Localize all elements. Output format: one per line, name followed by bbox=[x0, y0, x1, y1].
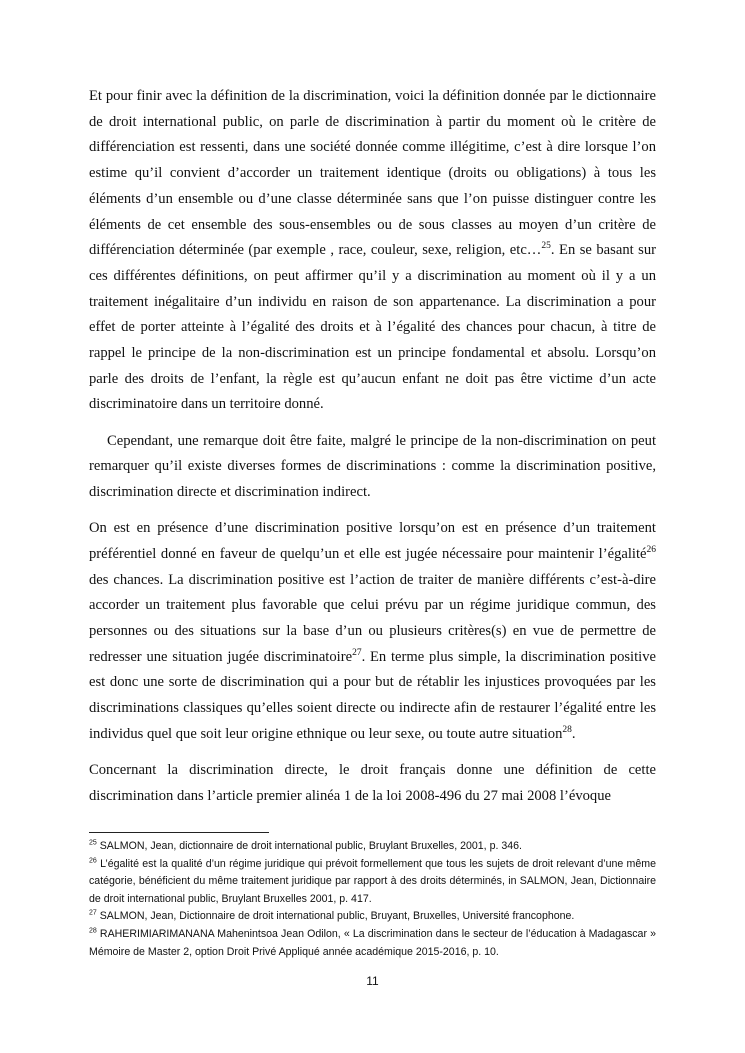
footnote-27: $^{27}$ SALMON, Jean, Dictionnaire de droit international public, Bruyant, Bruxelles, Université francophone. bbox=[89, 909, 575, 923]
footnote-ref-28[interactable]: 28 bbox=[562, 725, 572, 736]
paragraph-direct-discrimination: Concernant la discrimination directe, le droit français donne une définition de cette discrimination dans l’article premier alinéa 1 de la loi 2008-496 du 27 mai 2008 l’évoque bbox=[89, 762, 656, 804]
footnote-ref-25[interactable]: 25 bbox=[541, 241, 551, 252]
footnotes bbox=[89, 838, 656, 961]
body-text bbox=[89, 84, 656, 820]
footnote-ref-27[interactable]: 27 bbox=[352, 647, 362, 658]
paragraph-definition: Et pour finir avec la définition de la discrimination, voici la définition donnée par le dictionnaire de droit international public, on parle de discrimination à partir du moment où le critère de différenciation est ressenti, dans une société donnée comme illégitime, c’est à dire lorsque l’on estime qu’il convient d’accorder un traitement identique (droits ou obligations) à tous les éléments d’un ensemble ou d’une classe déterminée sans que l’on puisse distinguer contre les éléments de cet ensemble des sous-ensembles ou de sous classes au moyen d’un critère de différenciation déterminée (par exemple , race, couleur, sexe, religion, etc…$^{25}$. En se basant sur ces différentes définitions, on peut affirmer qu’il y a discrimination au moment où il y a un traitement inégalitaire d’un individu en raison de son appartenance. La discrimination a pour effet de porter atteinte à l’égalité des droits et à l’égalité des chances pour chacun, à titre de rappel le principe de la non-discrimination est un principe fondamental et absolu. Lorsqu’on parle des droits de l’enfant, la règle est qu’aucun enfant ne doit pas être victime d’un acte discriminatoire dans un territoire donné. bbox=[89, 88, 656, 413]
footnote-separator bbox=[89, 832, 269, 833]
paragraph-positive-discrimination: On est en présence d’une discrimination positive lorsqu’on est en présence d’un traitement préférentiel donné en faveur de quelqu’un et elle est jugée nécessaire pour maintenir l’égalité$^{26}$ des chances. La discrimination positive est l’action de traiter de manière différents c’est-à-dire accorder un traitement plus favorable que celui prévu par un régime juridique commun, des personnes ou des situations sur la base d’un ou plusieurs critères(s) en vue de permettre de redresser une situation jugée discriminatoire$^{27}$. En terme plus simple, la discrimination positive est donc une sorte de discrimination qui a pour but de rétablir les injustices provoquées par les discriminations classiques qu’elles soient directe ou indirecte afin de restaurer l’égalité entre les individus quel que soit leur origine ethnique ou leur sexe, ou toute autre situation$^{28}$. bbox=[89, 520, 656, 742]
footnote-26: $^{26}$ L’égalité est la qualité d’un régime juridique qui prévoit formellement que tous les sujets de droit relevant d’une même catégorie, bénéficient du même traitement juridique par rapport à des droits déterminés, in SALMON, Jean, Dictionnaire de droit international public, Bruylant Bruxelles 2001, p. 417. bbox=[89, 857, 656, 905]
page-number: 11 bbox=[366, 974, 379, 988]
paragraph-forms: Cependant, une remarque doit être faite, malgré le principe de la non-discrimination on peut remarquer qu’il existe diverses formes de discriminations : comme la discrimination positive, discrimination directe et discrimination indirect. bbox=[89, 432, 656, 501]
footnote-ref-26[interactable]: 26 bbox=[646, 545, 656, 556]
footnote-25: $^{25}$ SALMON, Jean, dictionnaire de droit international public, Bruylant Bruxelles, 2001, p. 346. bbox=[89, 839, 522, 852]
footnote-28: $^{28}$ RAHERIMIARIMANANA Mahenintsoa Jean Odilon, « La discrimination dans le secteur de l’éducation à Madagascar » Mémoire de Master 2, option Droit Privé Appliqué année académique 2015-2016, p. 10. bbox=[89, 927, 656, 958]
